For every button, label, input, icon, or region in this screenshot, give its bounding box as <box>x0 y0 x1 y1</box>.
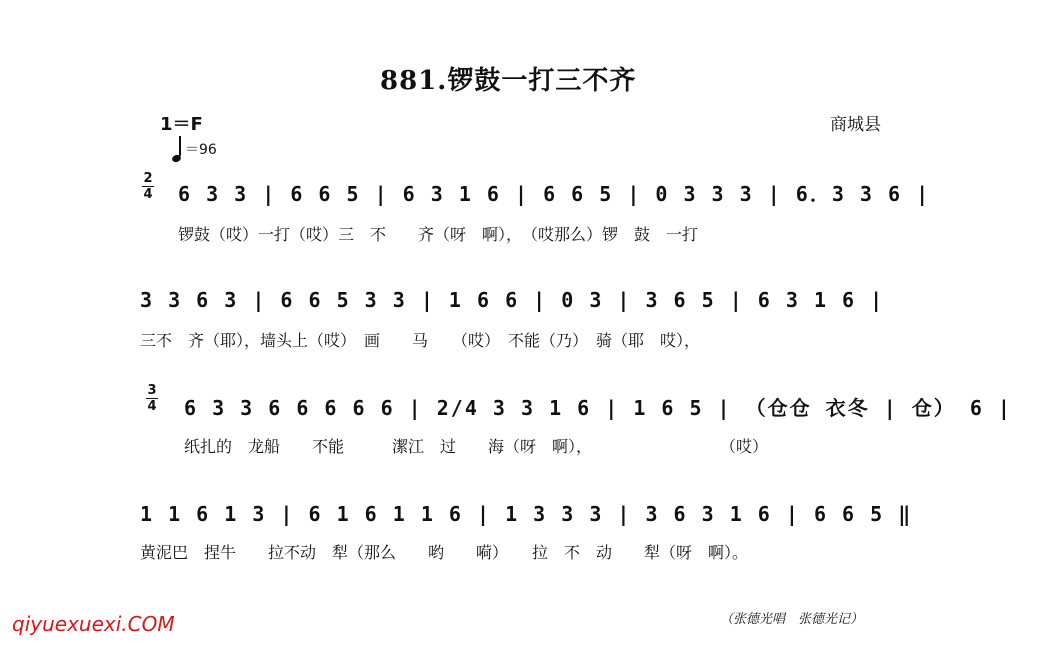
tempo-marking <box>172 134 217 159</box>
lyrics-line: 锣鼓（哎）一打（哎）三 不 齐（呀 啊）， （哎那么）锣 鼓 一打 <box>178 225 699 244</box>
site-watermark: qiyuexuexi.COM <box>12 612 175 636</box>
notation-line: 6 3 3 | 6 6 5 | 6 3 1 6 | 6 6 5 | 0 3 3 3 | 6．3 3 6 | <box>178 182 931 206</box>
note-stem <box>179 136 181 156</box>
page-title: 881.锣鼓一打三不齐 <box>380 66 637 96</box>
lyrics-line: 三不 齐（耶），墙头上（哎） 画 马 （哎） 不能（乃） 骑（耶 哎）， <box>140 331 701 350</box>
time-signature: 2 4 <box>143 171 153 202</box>
credit-line: （张德光唱 张德光记） <box>720 612 864 627</box>
lyrics-line: 纸扎的 龙船 不能 潔江 过 海（呀 啊）， （哎） <box>184 437 769 456</box>
lyrics-line: 黄泥巴 捏牛 拉不动 犁（那么 哟 嗬） 拉 不 动 犁（呀 啊）。 <box>140 543 749 562</box>
key-signature: 1＝F <box>160 114 203 135</box>
time-signature: 3 4 <box>147 383 157 414</box>
notation-line: 1 1 6 1 3 | 6 1 6 1 1 6 | 1 3 3 3 | 3 6 3 1 6 | 6 6 5 ‖ <box>140 502 913 526</box>
tempo-value: ＝96 <box>185 142 217 158</box>
notation-line: 6 3 3 6 6 6 6 6 | 2/4 3 3 1 6 | 1 6 5 | （仓仓 衣冬 | 仓） 6 | <box>184 396 1012 420</box>
notation-line: 3 3 6 3 | 6 6 5 3 3 | 1 6 6 | 0 3 | 3 6 5 | 6 3 1 6 | <box>140 288 885 312</box>
region-label: 商城县 <box>830 115 881 135</box>
